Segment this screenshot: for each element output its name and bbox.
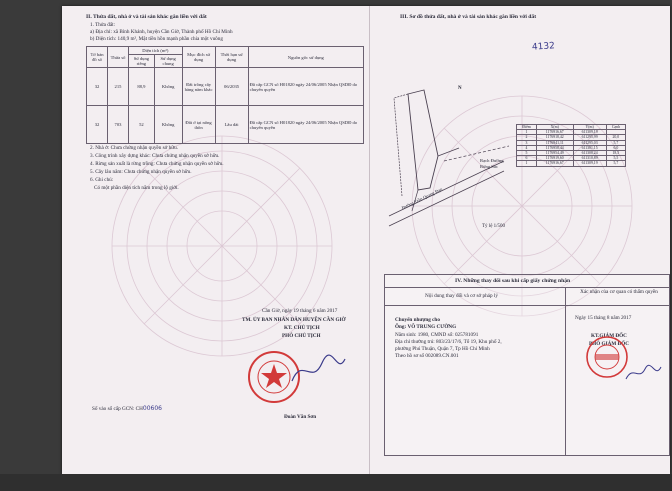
table-row [517, 161, 626, 166]
sub-title-plot: 1. Thửa đất: [90, 22, 116, 28]
change-line-2: Ông: VÕ TRUNG CƯỜNG [395, 324, 457, 330]
section-title-ii: II. Thửa đất, nhà ở và tài sản khác gắn liền với đất [86, 14, 207, 20]
coord-cell: 1176918,42 [536, 135, 573, 140]
header-area: Diện tích (m²) [129, 47, 183, 55]
map-label-north: N [458, 86, 462, 91]
map-label-road1: Đường Trần Quang Đạo [400, 186, 444, 211]
coord-header-y: Y(m) [573, 125, 606, 130]
cell-purpose: Đất trồng cây hàng năm khác [182, 68, 215, 106]
map-scale: Tỷ lệ 1/500 [482, 224, 506, 229]
coord-cell: 1176919,60 [536, 156, 573, 161]
plot-table [86, 46, 364, 144]
cell-purpose: Đất ở tại nông thôn [182, 106, 215, 144]
coord-cell: 5,7 [606, 140, 625, 145]
map-label-road2: Rạch Đường [480, 158, 504, 163]
change-line-6: Theo hồ sơ số 002089.CN.001 [395, 353, 459, 359]
signing-place-date: Cần Giờ, ngày 19 tháng 6 năm 2017 [262, 308, 338, 314]
coord-cell: 6,0 [606, 145, 625, 150]
plot-area: b) Diện tích: 140,9 m², Mặt tiền hồn mạnh phần chia một vuông [90, 36, 223, 42]
item-forest: 4. Rừng sản xuất là rừng trồng: Chưa chứng nhận quyền sở hữu. [90, 161, 224, 167]
coord-header-edge: Cạnh [606, 125, 625, 130]
signing-role1: KT. CHỦ TỊCH [284, 325, 320, 331]
coord-cell: 3 [517, 140, 537, 145]
change-line-3: Năm sinh: 1980, CMND số: 025781091 [395, 332, 479, 338]
background-bottom [0, 474, 672, 491]
header-map: Tờ bản đồ số [87, 47, 108, 68]
background-left [0, 0, 62, 474]
header-shared: Sử dụng chung [154, 55, 182, 68]
cell-origin: Đã cấp GCN số H01820 ngày 24/06/2005 Nhận QSDĐ do chuyển quyền [248, 106, 363, 144]
coord-cell: 1176941,11 [536, 140, 573, 145]
signing-authority: TM. ỦY BAN NHÂN DÂN HUYỆN CẦN GIỜ [242, 317, 346, 323]
land-certificate-sheet [62, 6, 670, 474]
item-note: 6. Ghi chú: [90, 177, 114, 183]
confirm-date: Ngày 15 tháng 8 năm 2017 [575, 315, 632, 321]
item-construction: 3. Công trình xây dựng khác: Chưa chứng nhận quyền sở hữu. [90, 153, 220, 159]
coord-cell: 611310,89 [573, 156, 606, 161]
coord-cell: 611301,15 [573, 145, 606, 150]
coord-header-x: X(m) [536, 125, 573, 130]
signature-right [623, 361, 663, 385]
header-origin: Nguồn gốc sử dụng [248, 47, 363, 68]
changes-col1-header: Nội dung thay đổi và cơ sở pháp lý [425, 293, 498, 299]
confirm-role2: PHÓ GIÁM ĐỐC [589, 341, 630, 347]
divider [385, 287, 669, 288]
table-row [87, 68, 364, 106]
coord-cell: 611295,99 [573, 135, 606, 140]
divider [385, 305, 669, 306]
changes-title: IV. Những thay đổi sau khi cấp giấy chứng nhận [455, 278, 571, 284]
coord-cell: 1 [517, 130, 537, 135]
coord-cell: 611309,19 [573, 161, 606, 166]
plot-map [384, 76, 514, 236]
coord-cell: 4 [517, 145, 537, 150]
coord-cell: 1176916,67 [536, 161, 573, 166]
cell-plot: 215 [108, 68, 129, 106]
divider [565, 287, 566, 455]
coord-cell: 611295,03 [573, 140, 606, 145]
cell-private: 52 [129, 106, 155, 144]
coord-cell: 18,5 [606, 151, 625, 156]
coord-cell: 2 [517, 135, 537, 140]
header-term: Thời hạn sử dụng [215, 47, 248, 68]
page-fold [369, 6, 370, 474]
header-private: Sử dụng riêng [129, 55, 155, 68]
book-number-value: 00606 [142, 405, 162, 412]
signer-name: Đoàn Văn Sơn [284, 414, 317, 420]
item-perennial: 5. Cây lâu năm: Chưa chứng nhận quyền sở hữu. [90, 169, 192, 175]
changes-col2-header: Xác nhận của cơ quan có thẩm quyền [580, 289, 658, 295]
book-number-label [92, 406, 162, 412]
book-number-label-text: Số vào sổ cấp GCN: CH [92, 406, 143, 412]
coord-cell: 611308,24 [573, 151, 606, 156]
change-line-1: Chuyển nhượng cho [395, 317, 440, 323]
section-title-iii: III. Sơ đồ thửa đất, nhà ở và tài sản khác gắn liền với đất [400, 14, 537, 20]
cell-map: 32 [87, 106, 108, 144]
table-row [87, 106, 364, 144]
coord-cell: 5 [517, 151, 537, 156]
coord-cell: 5,5 [606, 156, 625, 161]
handwritten-number: 4132 [531, 41, 556, 53]
cell-map: 32 [87, 68, 108, 106]
coord-cell: 6 [517, 156, 537, 161]
coord-cell: 20,0 [606, 135, 625, 140]
header-plot: Thửa số [108, 47, 129, 68]
item-house: 2. Nhà ở: Chưa chứng nhận quyền sở hữu. [90, 145, 178, 151]
plot-address: a) Địa chỉ: xã Bình Khánh, huyện Cần Giờ, Thành phố Hồ Chí Minh [90, 29, 233, 35]
cell-term: 06/2035 [215, 68, 248, 106]
coord-cell: 611309,19 [573, 130, 606, 135]
signature-left [287, 351, 347, 391]
signing-role2: PHÓ CHỦ TỊCH [282, 333, 321, 339]
cell-shared: Không [154, 106, 182, 144]
item-note-text: Có một phần diện tích nằm trong lộ giới. [94, 185, 179, 191]
coord-cell: 5,7 [606, 161, 625, 166]
changes-box [384, 274, 670, 456]
coordinate-table [516, 124, 626, 167]
coord-header-point: Điểm [517, 125, 537, 130]
change-line-4: Địa chỉ thường trú: 803/23/17/6, Tổ 19, Khu phố 2, [395, 339, 502, 345]
coord-cell: 1 [517, 161, 537, 166]
cell-shared: Không [154, 68, 182, 106]
change-line-5: phường Phú Thuận, Quận 7, Tp Hồ Chí Minh [395, 346, 490, 352]
coord-cell: 1176916,67 [536, 130, 573, 135]
header-purpose: Mục đích sử dụng [182, 47, 215, 68]
cell-private: 88,9 [129, 68, 155, 106]
cell-plot: 703 [108, 106, 129, 144]
confirm-role1: KT.GIÁM ĐỐC [591, 333, 627, 339]
coord-cell: 1176958,44 [536, 145, 573, 150]
cell-origin: Đã cấp GCN số H01820 ngày 24/06/2005 Nhận QSDĐ do chuyển quyền [248, 68, 363, 106]
cell-term: Lâu dài [215, 106, 248, 144]
map-label-road3: Rừng Sác [480, 164, 498, 169]
coord-cell: 1176954,49 [536, 151, 573, 156]
